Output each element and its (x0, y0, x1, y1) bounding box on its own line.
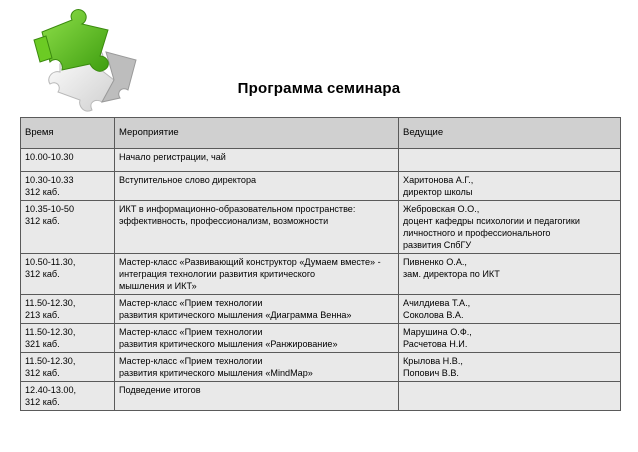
host-line: Расчетова Н.И. (403, 339, 468, 349)
host-line: Пивненко О.А., (403, 257, 467, 267)
time-line: 11.50-12.30, (25, 298, 76, 308)
time-cell (21, 353, 115, 382)
event-line: Мастер-класс «Прием технологии (119, 356, 263, 366)
event-cell (115, 353, 399, 382)
host-line: Ачилдиева Т.А., (403, 298, 471, 308)
host-line: Попович В.В. (403, 368, 459, 378)
time-line: 10.00-10.30 (25, 152, 74, 162)
host-line: Жебровская О.О., (403, 204, 480, 214)
host-line: Харитонова А.Г., (403, 175, 474, 185)
time-line: 11.50-12.30, (25, 356, 76, 366)
time-line: 10.30-10.33 (25, 175, 74, 185)
time-cell (21, 201, 115, 254)
time-line: 11.50-12.30, (25, 327, 76, 337)
hosts-cell (399, 324, 621, 353)
host-line: Соколова В.А. (403, 310, 464, 320)
room-line: 312 каб. (25, 216, 60, 226)
room-line: 312 каб. (25, 397, 60, 407)
table-row (21, 382, 621, 411)
hosts-cell (399, 172, 621, 201)
header-time: Время (21, 118, 115, 149)
event-line: ИКТ в информационно-образовательном пространстве: (119, 204, 356, 214)
event-cell (115, 172, 399, 201)
room-line: 321 каб. (25, 339, 60, 349)
time-cell (21, 324, 115, 353)
table-row (21, 254, 621, 295)
event-line: развития критического мышления «Диаграмма Венна» (119, 310, 352, 320)
event-cell (115, 324, 399, 353)
room-line: 213 каб. (25, 310, 60, 320)
event-line: эффективность, профессионализм, возможности (119, 216, 329, 226)
puzzle-pieces-icon (18, 6, 148, 118)
time-line: 10.50-11.30, (25, 257, 76, 267)
event-line: Начало регистрации, чай (119, 152, 226, 162)
event-line: Мастер-класс «Прием технологии (119, 327, 263, 337)
time-line: 10.35-10-50 (25, 204, 75, 214)
hosts-cell (399, 295, 621, 324)
host-line: Крылова Н.В., (403, 356, 463, 366)
event-line: Мастер-класс «Развивающий конструктор «Думаем вместе» - (119, 257, 381, 267)
table-row (21, 149, 621, 172)
time-cell (21, 172, 115, 201)
table-row (21, 295, 621, 324)
header-event: Мероприятие (115, 118, 399, 149)
table-row (21, 201, 621, 254)
room-line: 312 каб. (25, 368, 60, 378)
table-row (21, 324, 621, 353)
program-table (20, 117, 621, 411)
host-line: личностного и профессионального (403, 228, 551, 238)
event-cell (115, 382, 399, 411)
page-title: Программа семинара (237, 80, 401, 97)
host-line: зам. директора по ИКТ (403, 269, 500, 279)
time-cell (21, 295, 115, 324)
event-line: мышления и ИКТ» (119, 281, 197, 291)
host-line: доцент кафедры психологии и педагогики (403, 216, 580, 226)
event-cell (115, 254, 399, 295)
event-line: Подведение итогов (119, 385, 201, 395)
room-line: 312 каб. (25, 187, 60, 197)
table-header-row (21, 118, 621, 149)
hosts-cell (399, 254, 621, 295)
table-row (21, 353, 621, 382)
time-cell (21, 254, 115, 295)
hosts-cell (399, 201, 621, 254)
time-cell (21, 382, 115, 411)
time-cell (21, 149, 115, 172)
host-line: Марушина О.Ф., (403, 327, 472, 337)
hosts-cell (399, 382, 621, 411)
event-cell (115, 201, 399, 254)
event-line: интеграция технологии развития критического (119, 269, 316, 279)
event-line: Вступительное слово директора (119, 175, 257, 185)
host-line: директор школы (403, 187, 473, 197)
event-cell (115, 295, 399, 324)
event-line: развития критического мышления «Ранжирование» (119, 339, 338, 349)
event-cell (115, 149, 399, 172)
room-line: 312 каб. (25, 269, 60, 279)
event-line: развития критического мышления «MindMap» (119, 368, 313, 378)
hosts-cell (399, 149, 621, 172)
host-line: развития СпбГУ (403, 240, 472, 250)
table-row (21, 172, 621, 201)
time-line: 12.40-13.00, (25, 385, 77, 395)
hosts-cell (399, 353, 621, 382)
event-line: Мастер-класс «Прием технологии (119, 298, 263, 308)
header-hosts: Ведущие (399, 118, 621, 149)
